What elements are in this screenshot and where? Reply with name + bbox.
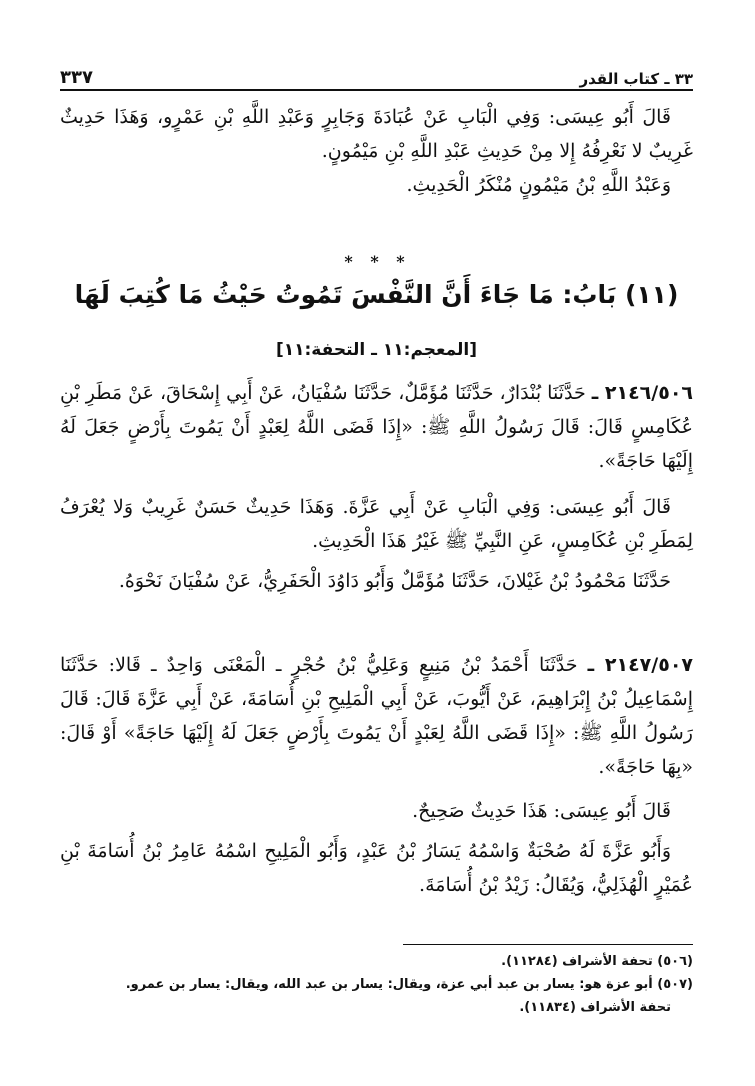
footnote: (٥٠٦) تحفة الأشراف (١١٢٨٤).	[501, 954, 693, 969]
footnote: تحفة الأشراف (١١٨٣٤).	[519, 1000, 671, 1015]
separator: * * *	[344, 252, 411, 271]
hadith-number: ٢١٤٦/٥٠٦ ـ	[591, 382, 694, 404]
page-header	[60, 56, 693, 88]
chapter-title: (١١) بَابُ: مَا جَاءَ أَنَّ النَّفْسَ تَمُوتُ حَيْثُ مَا كُتِبَ لَهَا	[74, 280, 679, 309]
hadith-body: حَدَّثَنَا أَحْمَدُ بْنُ مَنِيعٍ وَعَلِيُّ بْنُ حُجْرٍ ـ الْمَعْنَى وَاحِدٌ ـ قَالا: حَدَّثَنَا إِسْمَاعِيلُ بْنُ إِبْرَاهِيمَ، عَنْ أَيُّوبَ، عَنْ أَبِي الْمَلِيحِ بْنِ أُسَامَةَ، عَنْ أَبِي عَزَّةَ قَالَ: قَالَ رَسُولُ اللَّهِ ﷺ: «إِذَا قَضَى اللَّهُ لِعَبْدٍ أَنْ يَمُوتَ بِأَرْضٍ جَعَلَ لَهُ إِلَيْهَا حَاجَةً» أَوْ قَالَ: «بِهَا حَاجَةً».	[60, 654, 693, 778]
hadith-comment: قَالَ أَبُو عِيسَى: وَفِي الْبَابِ عَنْ أَبِي عَزَّةَ. وَهَذَا حَدِيثٌ حَسَنٌ غَرِيبٌ وَلا يُعْرَفُ لِمَطَرِ بْنِ عُكَامِسٍ، عَنِ النَّبِيِّ ﷺ غَيْرُ هَذَا الْحَدِيثِ.	[60, 496, 693, 552]
hadith-506	[60, 376, 693, 598]
hadith-note: وَأَبُو عَزَّةَ لَهُ صُحْبَةٌ وَاسْمُهُ يَسَارُ بْنُ عَبْدٍ، وَأَبُو الْمَلِيحِ اسْمُهُ عَامِرُ بْنُ أُسَامَةَ بْنِ عُمَيْرٍ الْهُذَلِيُّ، وَيُقَالُ: زَيْدُ بْنُ أُسَامَةَ.	[60, 840, 693, 896]
index-reference: [المعجم:١١ ـ التحفة:١١]	[275, 340, 478, 360]
top-paragraphs	[60, 100, 693, 202]
hadith-comment: قَالَ أَبُو عِيسَى: هَذَا حَدِيثٌ صَحِيحٌ.	[412, 800, 671, 822]
hadith-507	[60, 648, 693, 902]
footnotes	[60, 950, 693, 1019]
hadith-text	[60, 648, 693, 784]
running-title: ٣٣ ـ كتاب القدر	[579, 70, 693, 88]
header-rule	[60, 89, 693, 91]
paragraph: وَعَبْدُ اللَّهِ بْنُ مَيْمُونٍ مُنْكَرُ الْحَدِيثِ.	[406, 174, 671, 196]
hadith-text	[60, 376, 693, 478]
page-number: ٣٣٧	[60, 67, 93, 88]
hadith-body: حَدَّثَنَا بُنْدَارٌ، حَدَّثَنَا مُؤَمَّلٌ، حَدَّثَنَا سُفْيَانُ، عَنْ أَبِي إِسْحَاقَ، عَنْ مَطَرِ بْنِ عُكَامِسٍ قَالَ: قَالَ رَسُولُ اللَّهِ ﷺ: «إِذَا قَضَى اللَّهُ لِعَبْدٍ أَنْ يَمُوتَ بِأَرْضٍ جَعَلَ لَهُ إِلَيْهَا حَاجَةً».	[60, 382, 693, 472]
hadith-number: ٢١٤٧/٥٠٧ ـ	[587, 654, 694, 676]
paragraph: قَالَ أَبُو عِيسَى: وَفِي الْبَابِ عَنْ عُبَادَةَ وَجَابِرٍ وَعَبْدِ اللَّهِ بْنِ عَمْرٍو، وَهَذَا حَدِيثٌ غَرِيبٌ لا نَعْرِفُهُ إِلا مِنْ حَدِيثِ عَبْدِ اللَّهِ بْنِ مَيْمُونٍ.	[60, 106, 693, 162]
footnote: (٥٠٧) أبو عزة هو: يسار بن عبد أبي عزة، ويقال: يسار بن عبد الله، ويقال: يسار بن عمرو.	[125, 977, 693, 992]
hadith-chain: حَدَّثَنَا مَحْمُودُ بْنُ غَيْلانَ، حَدَّثَنَا مُؤَمَّلٌ وَأَبُو دَاوُدَ الْحَفَرِيُّ، عَنْ سُفْيَانَ نَحْوَهُ.	[118, 570, 671, 592]
footnote-rule	[403, 944, 693, 945]
